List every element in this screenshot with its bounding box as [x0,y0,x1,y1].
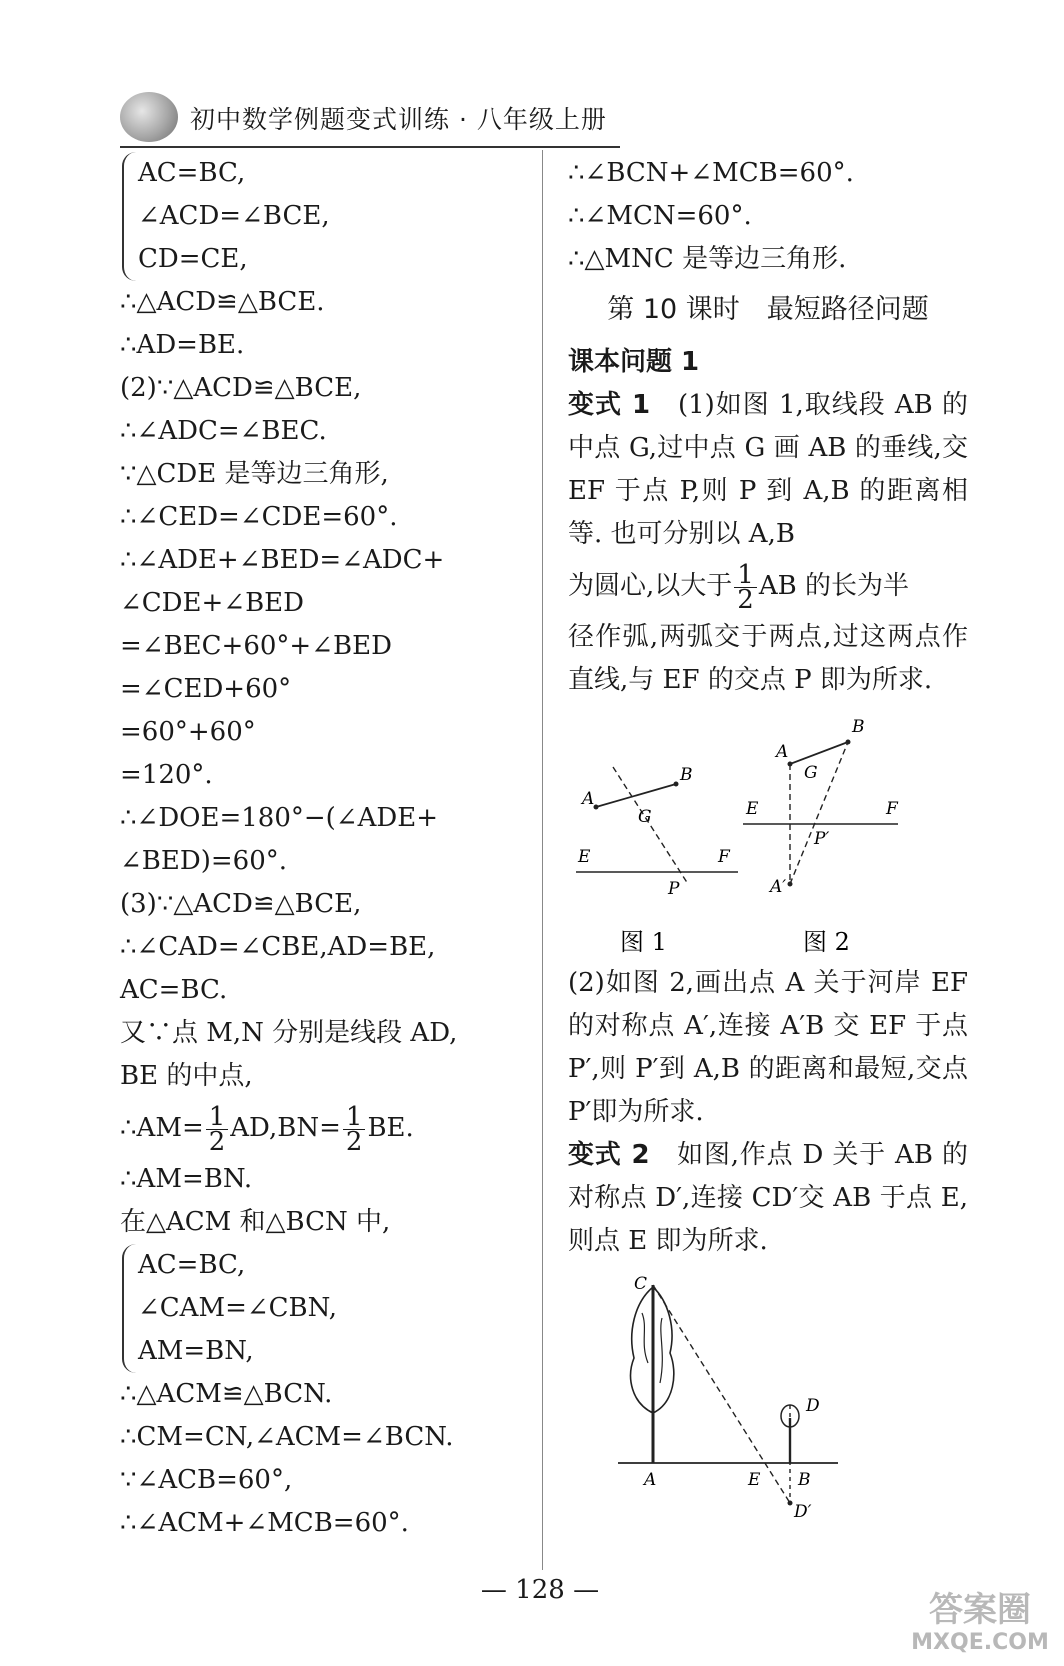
figure-3 [568,1273,968,1518]
variant-1-label: 变式 1 [568,390,651,420]
segment-ab [790,742,848,764]
proof-line: 在△ACM 和△BCN 中, [120,1207,391,1237]
book-logo-icon [120,92,178,142]
page-number: — 128 — [480,1575,600,1605]
label-g: G [638,807,652,827]
proof-line: =60°+60° [120,717,256,747]
proof-line: (2)∵△ACD≌△BCE, [120,373,362,403]
fraction-numerator: 1 [734,563,757,588]
point-b [674,782,679,787]
label-f: F [718,847,730,867]
equation-system-1 [122,152,530,281]
proof-line: (3)∵△ACD≌△BCE, [120,889,362,919]
label-g: G [804,763,818,783]
label-c: C [634,1274,648,1294]
fraction-pre: 为圆心,以大于 [568,571,733,601]
fraction-pre: ∴AM= [120,1113,204,1143]
proof-line: ∴△ACM≌△BCN. [120,1379,333,1409]
system-line: ∠CAM=∠CBN, [138,1293,337,1323]
left-column [120,152,530,1545]
label-e: E [748,1470,761,1490]
label-b: B [680,765,693,785]
fraction-post: AB 的长为半 [758,571,909,601]
proof-line: 又∵点 M,N 分别是线段 AD, [120,1018,458,1048]
label-a-prime: A′ [770,877,787,897]
proof-line: ∴∠ADC=∠BEC. [120,416,327,446]
proof-line: BE 的中点, [120,1061,253,1091]
proof-line: ∵∠ACB=60°, [120,1465,293,1495]
label-e: E [578,847,591,867]
proof-line: =∠BEC+60°+∠BED [120,631,392,661]
variant-1-text: (1)如图 1,取线段 AB 的中点 G,过中点 G 画 AB 的垂线,交 EF 于点 P,则 P 到 A,B 的距离相等. 也可分别以 A,B [568,390,968,549]
proof-line: =∠CED+60° [120,674,292,704]
label-b: B [798,1470,811,1490]
label-p-prime: P′ [814,829,830,849]
page-header [120,92,640,142]
label-a: A [582,789,595,809]
proof-line: ∴∠CED=∠CDE=60°. [120,502,398,532]
label-a: A [644,1470,657,1490]
variant-1-paragraph [568,384,968,556]
equation-system-2 [122,1244,530,1373]
proof-line: ∴∠ACM+∠MCB=60°. [120,1508,409,1538]
fraction-denominator: 2 [208,1126,226,1157]
fraction-half-2 [343,1101,366,1157]
label-p: P [668,879,680,899]
point-a-prime [788,882,793,887]
figure-1-caption: 图 1 [620,928,667,956]
fraction-denominator: 2 [345,1126,363,1157]
variant-1-fraction-line [568,556,968,616]
fraction-line [120,1098,530,1158]
fraction-half [734,559,757,615]
proof-line: ∴AD=BE. [120,330,245,360]
system-line: ∠ACD=∠BCE, [138,201,330,231]
proof-line: ∴AM=BN. [120,1164,253,1194]
figure-3-svg [568,1273,968,1518]
fraction-half-1 [206,1101,229,1157]
header-title: 初中数学例题变式训练 · 八年级上册 [190,105,607,134]
section-title: 第 10 课时 最短路径问题 [607,294,929,325]
system-line: AC=BC, [138,158,246,188]
label-a: A [776,742,789,762]
figure-2 [743,717,899,956]
point-a [788,762,793,767]
label-d: D [806,1396,820,1416]
variant-2-paragraph [568,1134,968,1263]
label-d-prime: D′ [794,1502,812,1518]
proof-line: ∵△CDE 是等边三角形, [120,459,389,489]
figures-1-2-svg [568,712,968,962]
proof-line: ∴∠ADE+∠BED=∠ADC+ [120,545,445,575]
header-rule [120,146,620,148]
point-d-prime [788,1501,793,1506]
proof-line: ∴△MNC 是等边三角形. [568,244,847,274]
figure-1 [576,765,738,956]
sub-heading: 课本问题 1 [568,347,700,377]
watermark-text: 答案圈 [929,1590,1031,1630]
fraction-denominator: 2 [737,584,754,615]
variant-1-continued: 径作弧,两弧交于两点,过这两点作直线,与 EF 的交点 P 即为所求. [568,622,968,695]
proof-line: AC=BC. [120,975,228,1005]
fraction-post: BE. [367,1113,414,1143]
fraction-numerator: 1 [343,1105,366,1130]
label-b: B [852,717,865,737]
system-line: AC=BC, [138,1250,246,1280]
proof-line: ∴∠DOE=180°−(∠ADE+ [120,803,438,833]
proof-line: ∴∠MCN=60°. [568,201,752,231]
variant-2-text: 如图,作点 D 关于 AB 的对称点 D′,连接 CD′交 AB 于点 E,则点 E 即为所求. [568,1140,968,1256]
proof-line: ∴CM=CN,∠ACM=∠BCN. [120,1422,454,1452]
label-e: E [746,799,759,819]
label-f: F [886,799,898,819]
proof-line: =120°. [120,760,213,790]
watermark-url: MXQE.COM [911,1630,1049,1655]
proof-line: ∴△ACD≌△BCE. [120,287,325,317]
segment-a-prime-b [790,742,848,884]
system-line: AM=BN, [138,1336,254,1366]
figures-1-2 [568,712,968,962]
proof-line: ∠CDE+∠BED [120,588,305,618]
segment-cd-prime [653,1285,790,1503]
variant-1-part-2: (2)如图 2,画出点 A 关于河岸 EF 的对称点 A′,连接 A′B 交 EF 于点 P′,则 P′到 A,B 的距离和最短,交点 P′即为所求. [568,968,968,1127]
fraction-mid: AD,BN= [230,1113,341,1143]
proof-line: ∠BED)=60°. [120,846,287,876]
figure-2-caption: 图 2 [803,928,850,956]
point-b [846,740,851,745]
right-column [568,152,968,1518]
variant-2-label: 变式 2 [568,1140,650,1170]
proof-line: ∴∠CAD=∠CBE,AD=BE, [120,932,436,962]
system-line: CD=CE, [138,244,248,274]
proof-line: ∴∠BCN+∠MCB=60°. [568,158,854,188]
column-divider [542,150,543,1570]
fraction-numerator: 1 [206,1105,229,1130]
watermark-logo [900,1590,1060,1660]
